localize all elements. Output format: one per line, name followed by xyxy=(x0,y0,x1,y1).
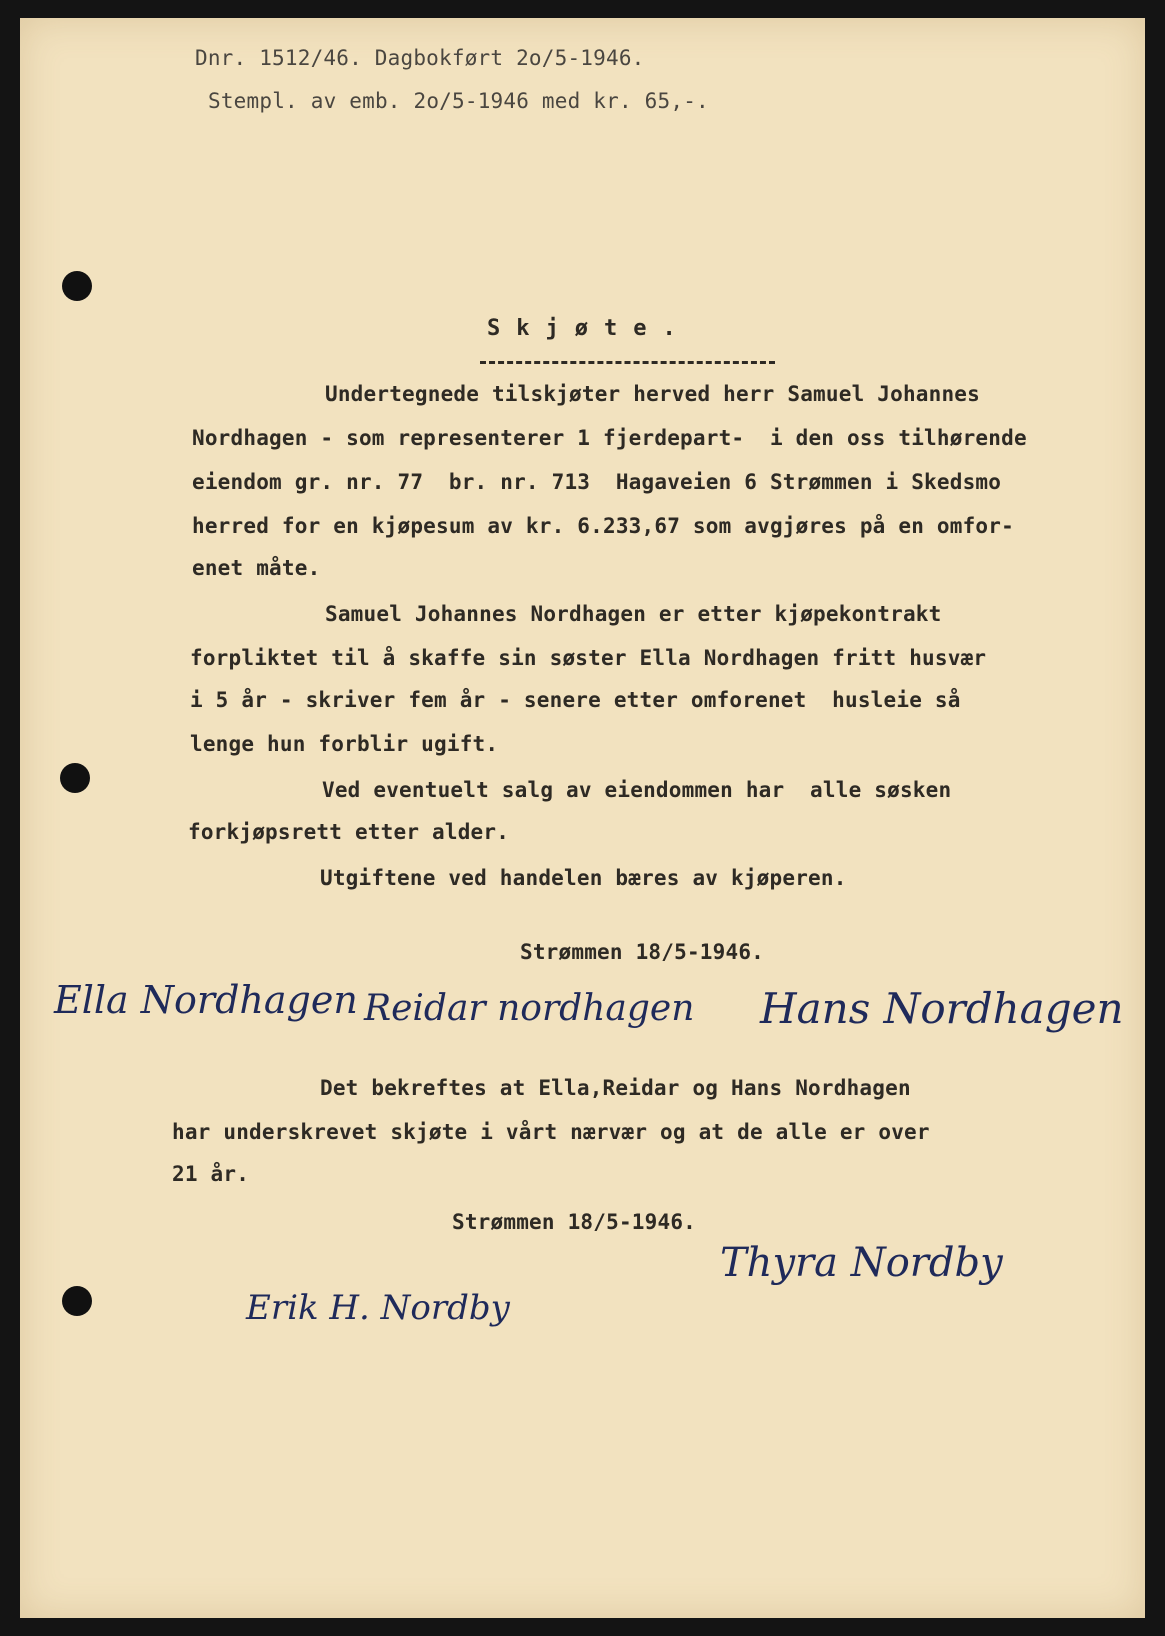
body-line: Samuel Johannes Nordhagen er etter kjøpekontrakt xyxy=(325,602,942,626)
witness-line: 21 år. xyxy=(172,1162,250,1186)
body-line: i 5 år - skriver fem år - senere etter omforenet husleie så xyxy=(190,688,961,712)
registration-line: Dnr. 1512/46. Dagbokført 2o/5-1946. xyxy=(195,46,645,70)
punch-hole xyxy=(60,763,90,793)
punch-hole xyxy=(62,1286,92,1316)
place-date: Strømmen 18/5-1946. xyxy=(452,1210,697,1234)
body-line: Undertegnede tilskjøter herved herr Samuel Johannes xyxy=(325,382,980,406)
signature-ella: Ella Nordhagen xyxy=(54,978,358,1022)
document-title: Skjøte. xyxy=(487,316,692,341)
punch-hole xyxy=(62,271,92,301)
witness-line: Det bekreftes at Ella,Reidar og Hans Nordhagen xyxy=(320,1076,911,1100)
signature-thyra: Thyra Nordby xyxy=(720,1240,1003,1286)
title-underline xyxy=(480,361,775,364)
signature-reidar: Reidar nordhagen xyxy=(364,988,695,1029)
body-line: eiendom gr. nr. 77 br. nr. 713 Hagaveien 6 Strømmen i Skedsmo xyxy=(192,470,1002,494)
place-date: Strømmen 18/5-1946. xyxy=(520,940,765,964)
signature-erik: Erik H. Nordby xyxy=(246,1288,510,1328)
witness-line: har underskrevet skjøte i vårt nærvær og at de alle er over xyxy=(172,1120,930,1144)
body-line: enet måte. xyxy=(192,556,321,580)
body-line: Ved eventuelt salg av eiendommen har alle søsken xyxy=(322,778,952,802)
signature-hans: Hans Nordhagen xyxy=(760,984,1124,1033)
document-page xyxy=(20,18,1145,1618)
body-line: lenge hun forblir ugift. xyxy=(190,732,499,756)
body-line: Nordhagen - som representerer 1 fjerdepart- i den oss tilhørende xyxy=(192,426,1027,450)
body-line: Utgiftene ved handelen bæres av kjøperen. xyxy=(320,866,847,890)
body-line: herred for en kjøpesum av kr. 6.233,67 som avgjøres på en omfor- xyxy=(192,514,1014,538)
body-line: forpliktet til å skaffe sin søster Ella Nordhagen fritt husvær xyxy=(190,646,987,670)
body-line: forkjøpsrett etter alder. xyxy=(188,820,510,844)
stamp-line: Stempl. av emb. 2o/5-1946 med kr. 65,-. xyxy=(208,89,709,113)
